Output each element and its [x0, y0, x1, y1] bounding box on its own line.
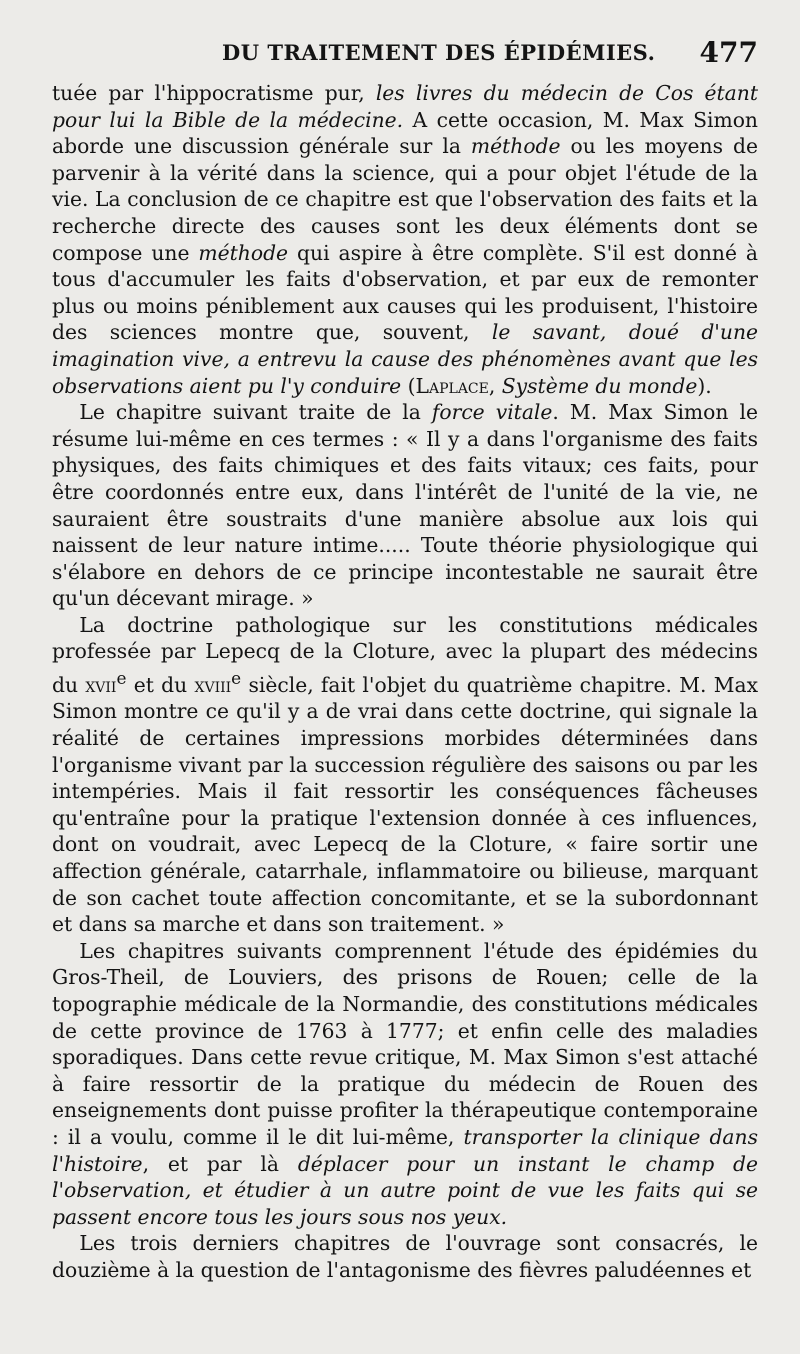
text-run: les livres du médecin de Cos étant pour lui la Bible de la médecine. [52, 81, 758, 132]
running-head: DU TRAITEMENT DES ÉPIDÉMIES. [222, 40, 656, 65]
text-run: méthode [470, 134, 561, 159]
paragraph [52, 399, 758, 612]
text-run: xvii [85, 672, 117, 697]
text-run: ). [697, 373, 712, 398]
page-header [52, 34, 758, 74]
paragraph [52, 1230, 758, 1283]
text-run: , [488, 373, 502, 398]
text-run: Les trois derniers chapitres de l'ouvrage sont consacrés, le douzième à la question de l'antagonisme des fièvres paludéennes et [52, 1231, 758, 1282]
text-run: siècle, fait l'objet du quatrième chapitre. M. Max Simon montre ce qu'il y a de vrai dans cette doctrine, qui signale la réalité de certaines impressions morbides déterminées dans l'organisme vivant par la succession régulière des saisons ou par les intempéries. Mais il fait ressortir les conséquences fâcheuses qu'entraîne pour la pratique l'extension donnée à ces influences, dont on voudrait, avec Lepecq de la Cloture, « faire sortir une affection générale, catarrhale, inflammatoire ou bilieuse, marquant de son cachet toute affection concomitante, et se la subordonnant et dans sa marche et dans son traitement. » [52, 672, 759, 937]
text-run: méthode [198, 240, 289, 265]
text-run: A cette occasion, M. Max Simon aborde une discussion générale sur la [52, 107, 758, 159]
text-run: tuée par l'hippocratisme pur, [52, 81, 376, 105]
text-run: transporter la clinique dans l'histoire [52, 1124, 758, 1176]
text-run: e [231, 668, 242, 689]
text-run: Système du monde [501, 373, 698, 398]
paragraph [52, 938, 758, 1231]
text-run: La doctrine pathologique sur les constitutions médicales professée par Lepecq de la Cloture, avec la plupart des médecins du [52, 612, 758, 697]
text-run: . M. Max Simon le résume lui-même en ces termes : « Il y a dans l'organisme des faits physiques, des faits chimiques et des faits vitaux; ces faits, pour être coordonnés entre eux, dans l'intérêt de l'unité de la vie, ne sauraient être soustraits d'une manière absolue aux lois qui naissent de leur nature intime..... Toute théorie physiologique qui s'élabore en dehors de ce principe incontestable ne saurait être qu'un décevant mirage. » [52, 400, 758, 611]
text-run: force vitale [431, 400, 553, 425]
text-run: Le chapitre suivant traite de la [79, 400, 432, 425]
paragraph [52, 80, 758, 399]
page-number: 477 [699, 36, 758, 69]
text-run: le savant, doué d'une imagination vive, a entrevu la cause des phénomènes avant que les observations aient pu l'y conduire [52, 320, 759, 398]
text-run: , et par là [142, 1151, 298, 1176]
text-run: qui aspire à être complète. S'il est donné à tous d'accumuler les faits d'observation, et par eux de remonter plus ou moins péniblement aux causes qui les produisent, l'histoire des sciences montre que, souvent, [52, 240, 758, 345]
text-run: e [116, 668, 127, 689]
text-run: ( [401, 373, 416, 398]
text-run: Les chapitres suivants comprennent l'étude des épidémies du Gros-Theil, de Louviers, des prisons de Rouen; celle de la topographie médicale de la Normandie, des constitutions médicales de cette province de 1763 à 1777; et enfin celle des maladies sporadiques. Dans cette revue critique, M. Max Simon s'est attaché à faire ressortir de la pratique du médecin de Rouen des enseignements dont puisse profiter la thérapeutique contemporaine : il a voulu, comme il le dit lui-même, [52, 938, 758, 1149]
body-text [52, 80, 758, 1283]
text-run: ou les moyens de parvenir à la vérité dans la science, qui a pour objet l'étude de la vie. La conclusion de ce chapitre est que l'observation des faits et la recherche directe des causes sont les deux éléments dont se compose une [52, 134, 758, 265]
text-run: Laplace [415, 373, 489, 398]
text-run: xviii [194, 672, 232, 697]
paragraph [52, 612, 758, 938]
text-run: déplacer pour un instant le champ de l'observation, et étudier à un autre point de vue les faits qui se passent encore tous les jours sous nos yeux. [52, 1151, 759, 1229]
text-run: et du [126, 672, 195, 697]
